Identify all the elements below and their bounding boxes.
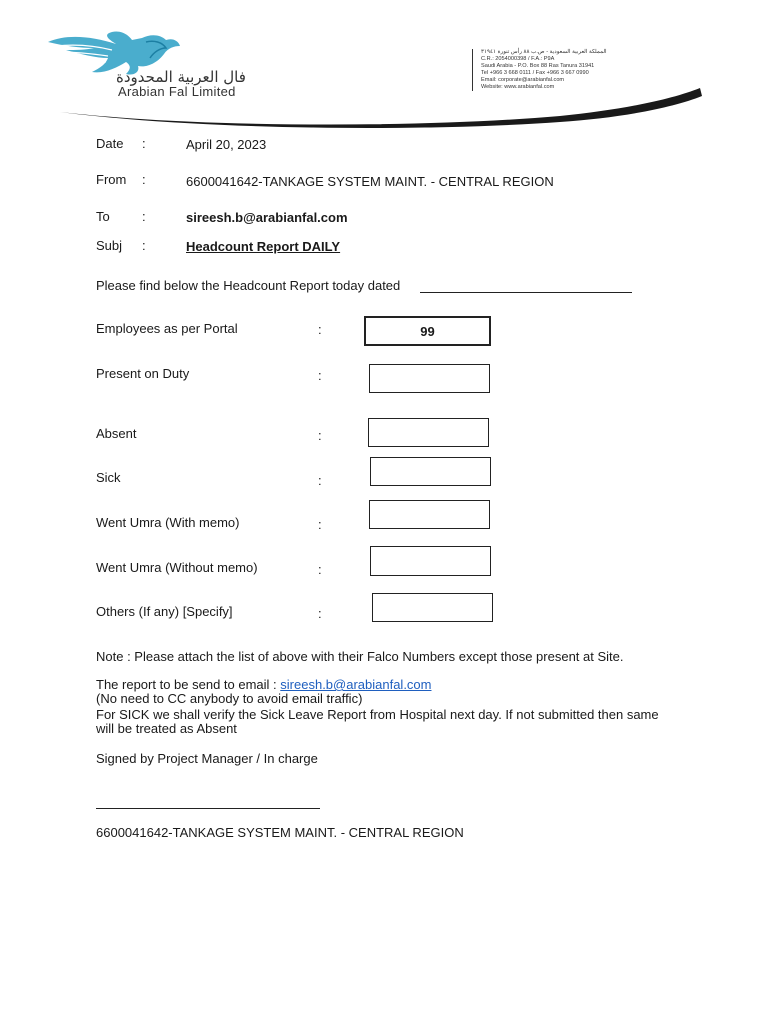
signed-by-text: Signed by Project Manager / In charge bbox=[96, 751, 318, 766]
contact-line: Website: www.arabianfal.com bbox=[481, 84, 555, 90]
date-label: Date bbox=[96, 136, 124, 151]
email-link[interactable]: sireesh.b@arabianfal.com bbox=[280, 677, 432, 692]
sick-note-line-1: For SICK we shall verify the Sick Leave Report from Hospital next day. If not submitted then same bbox=[96, 707, 659, 722]
colon: : bbox=[142, 238, 146, 253]
colon: : bbox=[142, 209, 146, 224]
row-label-employees-portal: Employees as per Portal bbox=[96, 321, 238, 336]
sick-box[interactable] bbox=[370, 457, 491, 486]
date-blank-line bbox=[420, 292, 632, 293]
sick-note-line-2: will be treated as Absent bbox=[96, 721, 237, 736]
colon: : bbox=[318, 517, 322, 532]
colon: : bbox=[142, 172, 146, 187]
to-label: To bbox=[96, 209, 110, 224]
umra-without-memo-box[interactable] bbox=[370, 546, 491, 576]
company-name-english: Arabian Fal Limited bbox=[118, 84, 236, 99]
colon: : bbox=[318, 473, 322, 488]
colon: : bbox=[318, 322, 322, 337]
contact-line: C.R.: 2054000398 / F.A.: P9A bbox=[481, 56, 555, 62]
contact-line: المملكة العربية السعودية - ص.ب ٨٨ رأس تنورة ٣١٩٤١ bbox=[481, 49, 607, 55]
footer-region: 6600041642-TANKAGE SYSTEM MAINT. - CENTRAL REGION bbox=[96, 825, 464, 840]
from-label: From bbox=[96, 172, 127, 187]
intro-text: Please find below the Headcount Report today dated bbox=[96, 278, 401, 293]
signature-line bbox=[96, 808, 320, 809]
email-instruction-prefix: The report to be send to email : bbox=[96, 677, 281, 692]
to-value: sireesh.b@arabianfal.com bbox=[186, 210, 348, 225]
row-label-sick: Sick bbox=[96, 470, 121, 485]
others-box[interactable] bbox=[372, 593, 493, 622]
umra-with-memo-box[interactable] bbox=[369, 500, 490, 529]
from-value: 6600041642-TANKAGE SYSTEM MAINT. - CENTRAL REGION bbox=[186, 174, 554, 189]
contact-line: Email: corporate@arabianfal.com bbox=[481, 77, 565, 83]
row-label-absent: Absent bbox=[96, 426, 137, 441]
row-label-present-on-duty: Present on Duty bbox=[96, 366, 190, 381]
letterhead-swoosh bbox=[0, 84, 768, 134]
colon: : bbox=[318, 562, 322, 577]
present-on-duty-box[interactable] bbox=[369, 364, 490, 393]
contact-line: Saudi Arabia - P.O. Box 88 Ras Tanura 31941 bbox=[481, 63, 595, 69]
subj-label: Subj bbox=[96, 238, 123, 253]
colon: : bbox=[318, 428, 322, 443]
absent-box[interactable] bbox=[368, 418, 489, 447]
subject-value: Headcount Report DAILY bbox=[186, 239, 341, 254]
cc-note: (No need to CC anybody to avoid email traffic) bbox=[96, 691, 363, 706]
row-label-umra-with-memo: Went Umra (With memo) bbox=[96, 515, 240, 530]
colon: : bbox=[318, 368, 322, 383]
date-value: April 20, 2023 bbox=[186, 137, 267, 152]
row-label-others: Others (If any) [Specify] bbox=[96, 604, 233, 619]
employees-portal-box[interactable]: 99 bbox=[364, 316, 491, 346]
company-name-arabic: فال العربية المحدودة bbox=[116, 68, 246, 86]
contact-line: Tel +966 3 668 0111 / Fax +966 3 667 0990 bbox=[481, 70, 589, 76]
note-text: Note : Please attach the list of above with their Falco Numbers except those present at Site. bbox=[96, 649, 624, 664]
colon: : bbox=[318, 606, 322, 621]
row-label-umra-without-memo: Went Umra (Without memo) bbox=[96, 560, 258, 575]
colon: : bbox=[142, 136, 146, 151]
email-instruction bbox=[96, 678, 432, 692]
